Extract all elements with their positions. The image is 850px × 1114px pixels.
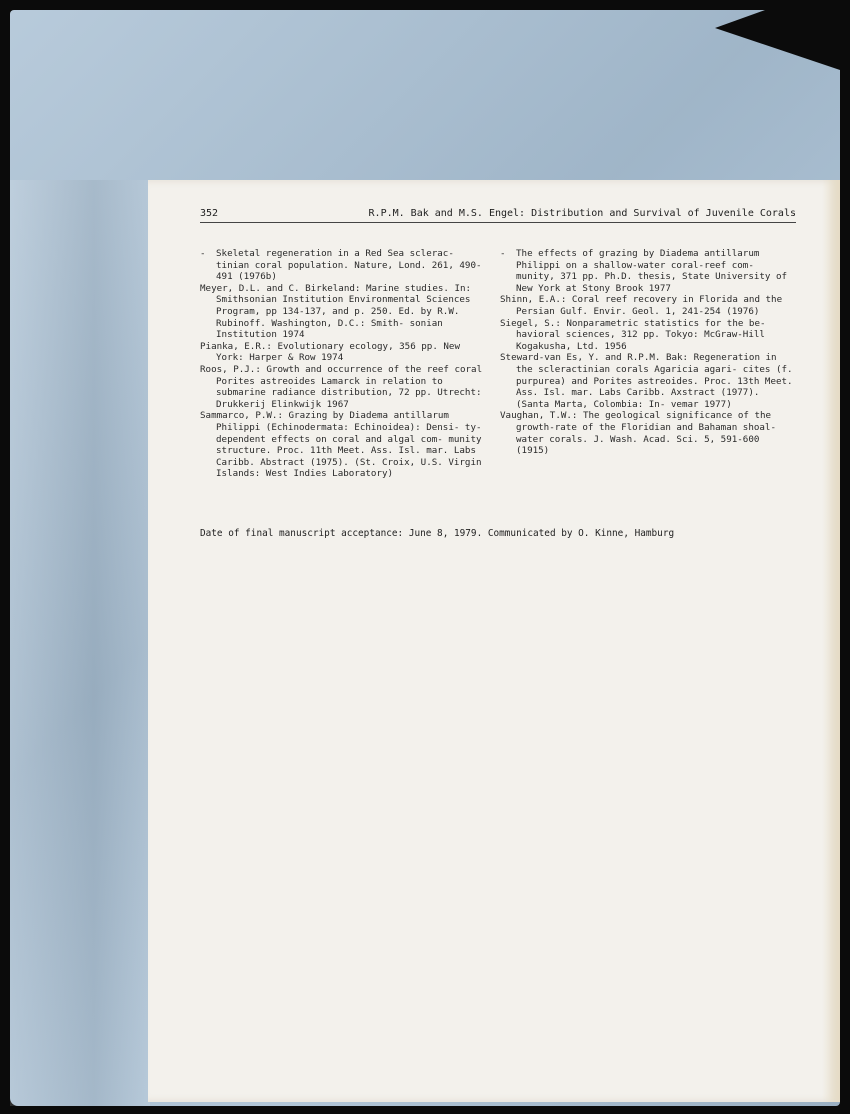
reference-entry: Sammarco, P.W.: Grazing by Diadema antillarum Philippi (Echinodermata: Echinoidea): Densi- ty-dependent effects on coral and algal com- munity structure. Proc. 11th Meet. Ass. Isl. mar. Labs Caribb. Abstract (1975). (St. Croix, U.S. Virgin Islands: West Indies Laboratory) <box>200 410 482 480</box>
page-number: 352 <box>200 208 219 219</box>
reference-entry: Pianka, E.R.: Evolutionary ecology, 356 pp. New York: Harper & Row 1974 <box>200 340 460 364</box>
running-title: R.P.M. Bak and M.S. Engel: Distribution and Survival of Juvenile Corals <box>368 208 796 219</box>
running-header <box>200 208 796 223</box>
reference-entry: Roos, P.J.: Growth and occurrence of the reef coral Porites astreoides Lamarck in relation to submarine radiance distribution, 72 pp. Utrecht: Drukkerij Elinkwijk 1967 <box>200 363 483 410</box>
acceptance-note: Date of final manuscript acceptance: June 8, 1979. Communicated by O. Kinne, Hamburg <box>200 528 675 539</box>
reference-entry: Vaughan, T.W.: The geological significance of the growth-rate of the Floridian and Bahaman shoal-water corals. J. Wash. Acad. Sci. 5, 591-600 (1915) <box>500 410 776 457</box>
journal-page <box>148 180 840 1102</box>
reference-entry: - The effects of grazing by Diadema antillarum Philippi on a shallow-water coral-reef com- munity, 371 pp. Ph.D. thesis, State University of New York at Stony Brook 1977 <box>500 248 788 294</box>
folder-crease <box>10 180 150 1106</box>
reference-entry: Steward-van Es, Y. and R.P.M. Bak: Regeneration in the scleractinian corals Agaricia agari- cites (f. purpurea) and Porites astreoides. Proc. 13th Meet. Ass. Isl. mar. Labs Caribb. Axstract (1977). (Santa Marta, Colombia: In- vemar 1977) <box>500 352 793 410</box>
reference-entry: Meyer, D.L. and C. Birkeland: Marine studies. In: Smithsonian Institution Environmental Sciences Program, pp 134-137, and p. 250. Ed. by R.W. Rubinoff. Washington, D.C.: Smith- sonian Institution 1974 <box>200 282 472 341</box>
reference-entry: Shinn, E.A.: Coral reef recovery in Florida and the Persian Gulf. Envir. Geol. 1, 241-254 (1976) <box>500 294 783 317</box>
references-right-column <box>500 248 796 457</box>
references-left-column <box>200 248 492 480</box>
page-edge-shadow <box>822 180 840 1102</box>
reference-entry: Siegel, S.: Nonparametric statistics for the be- havioral sciences, 312 pp. Tokyo: McGraw-Hill Kogakusha, Ltd. 1956 <box>500 317 766 352</box>
reference-entry: - Skeletal regeneration in a Red Sea sclerac- tinian coral population. Nature, Lond. 261, 490-491 (1976b) <box>200 248 482 283</box>
